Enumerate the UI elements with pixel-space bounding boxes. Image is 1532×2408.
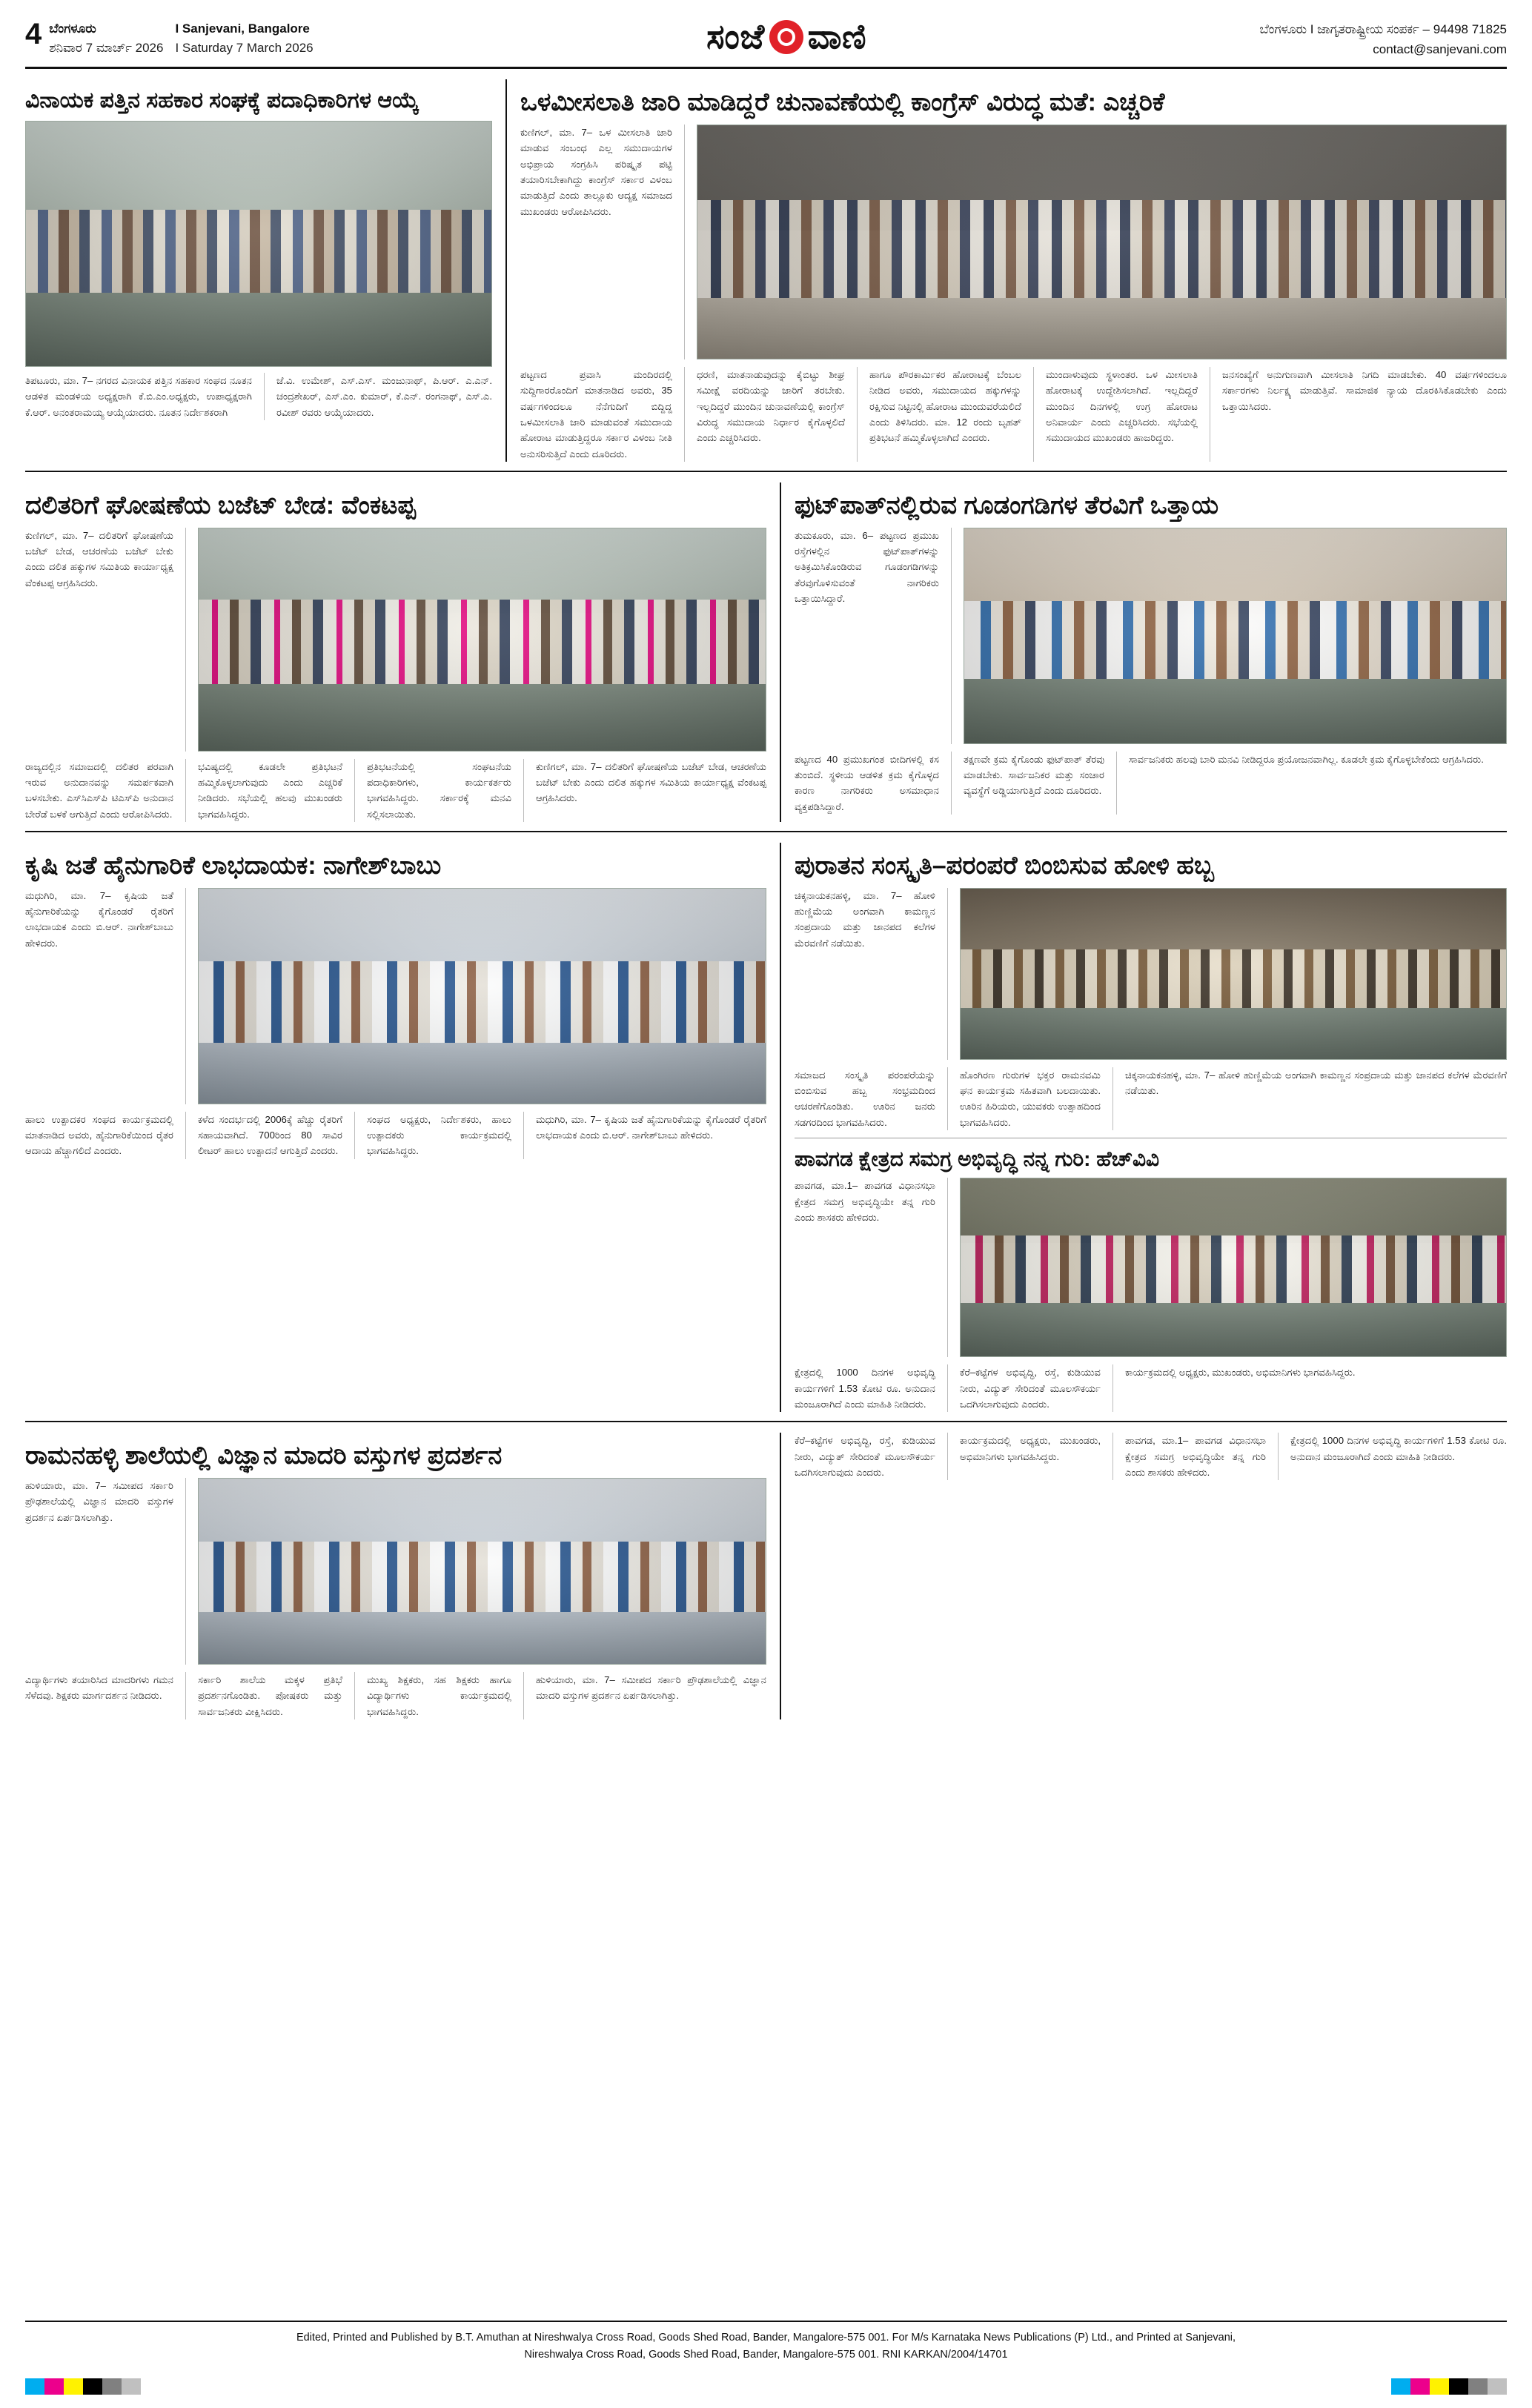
footer-line-2: Nireshwalya Cross Road, Goods Shed Road, Bander, Mangalore-575 001. RNI KARKAN/2004/14701	[524, 2348, 1008, 2361]
dalit-col-1: ಕುಣಿಗಲ್, ಮಾ. 7– ದಲಿತರಿಗೆ ಘೋಷಣೆಯ ಬಜೆಟ್ ಬೇಡ, ಆಚರಣೆಯ ಬಜೆಟ್ ಬೇಕು ಎಂದು ದಲಿತ ಹಕ್ಕುಗಳ ಸಮಿತಿಯ ಕಾರ್ಯಾಧ್ಯಕ್ಷ ವೆಂಕಟಪ್ಪ ಆಗ್ರಹಿಸಿದರು.	[25, 529, 173, 588]
article-photo-krushi	[198, 888, 766, 1104]
dalit-col-4: ಪ್ರತಿಭಟನೆಯಲ್ಲಿ ಸಂಘಟನೆಯ ಪದಾಧಿಕಾರಿಗಳು, ಕಾರ್ಯಕರ್ತರು ಭಾಗವಹಿಸಿದ್ದರು. ಸರ್ಕಾರಕ್ಕೆ ಮನವಿ ಸಲ್ಲಿಸಲಾಯಿತು.	[367, 760, 511, 820]
krushi-col-2: ಹಾಲು ಉತ್ಪಾದಕರ ಸಂಘದ ಕಾರ್ಯಕ್ರಮದಲ್ಲಿ ಮಾತನಾಡಿದ ಅವರು, ಹೈನುಗಾರಿಕೆಯಿಂದ ರೈತರ ಆದಾಯ ಹೆಚ್ಚಾಗಲಿದೆ ಎಂದರು.	[25, 1113, 173, 1157]
edition-date-kn: ಶನಿವಾರ 7 ಮಾರ್ಚ್ 2026	[49, 41, 164, 56]
purathana-col-3: ಹೊಂಗಿರಣ ಗುರುಗಳ ಭಕ್ತರ ರಾಮನವಮಿ ಘನ ಕಾರ್ಯಕ್ರಮ ಸಹಿತವಾಗಿ ಬಲದಾಯಿತು. ಊರಿನ ಹಿರಿಯರು, ಯುವಕರು ಉತ್ಸಾಹದಿಂದ ಭಾಗವಹಿಸಿದರು.	[960, 1069, 1101, 1128]
krushi-col-1: ಮಧುಗಿರಿ, ಮಾ. 7– ಕೃಷಿಯ ಜತೆ ಹೈನುಗಾರಿಕೆಯನ್ನು ಕೈಗೊಂಡರೆ ರೈತರಿಗೆ ಲಾಭದಾಯಕ ಎಂದು ಬಿ.ಆರ್. ನಾಗೇಶ್‌ಬಾಬು ಹೇಳಿದರು.	[25, 889, 173, 949]
article-photo-purathana	[960, 888, 1507, 1060]
article-krushi	[25, 843, 766, 1412]
color-registration-bar-right	[1391, 2378, 1507, 2395]
headline-ramanahalli: ರಾಮನಹಳ್ಳಿ ಶಾಲೆಯಲ್ಲಿ ವಿಜ್ಞಾನ ಮಾದರಿ ವಸ್ತುಗಳ ಪ್ರದರ್ಶನ	[25, 1442, 503, 1470]
color-swatch-5	[122, 2378, 141, 2395]
krushi-col-5: ಮಧುಗಿರಿ, ಮಾ. 7– ಕೃಷಿಯ ಜತೆ ಹೈನುಗಾರಿಕೆಯನ್ನು ಕೈಗೊಂಡರೆ ರೈತರಿಗೆ ಲಾಭದಾಯಕ ಎಂದು ಬಿ.ಆರ್. ನಾಗೇಶ್‌ಬಾಬು ಹೇಳಿದರು.	[536, 1113, 766, 1141]
row-bottom	[25, 1433, 1507, 1719]
article-pavagada	[795, 1146, 1507, 1412]
color-swatch-4	[1468, 2378, 1488, 2395]
logo-text-left: ಸಂಜೆ	[706, 17, 765, 56]
masthead-right	[1260, 19, 1507, 59]
ramanahalli-col-1: ಹುಳಿಯಾರು, ಮಾ. 7– ಸಮೀಪದ ಸರ್ಕಾರಿ ಪ್ರೌಢಶಾಲೆಯಲ್ಲಿ ವಿಜ್ಞಾನ ಮಾದರಿ ವಸ್ತುಗಳ ಪ್ರದರ್ಶನ ಏರ್ಪಡಿಸಲಾಗಿತ್ತು.	[25, 1479, 173, 1523]
article-photo-olamisalathi	[697, 125, 1507, 359]
masthead	[25, 19, 1507, 69]
color-swatch-2	[64, 2378, 83, 2395]
purathana-col-4: ಚಿಕ್ಕನಾಯಕನಹಳ್ಳಿ, ಮಾ. 7– ಹೋಳಿ ಹುಣ್ಣಿಮೆಯ ಅಂಗವಾಗಿ ಕಾಮಣ್ಣನ ಸಂಪ್ರದಾಯ ಮತ್ತು ಜಾನಪದ ಕಲೆಗಳ ಮೆರವಣಿಗೆ ನಡೆಯಿತು.	[1125, 1069, 1507, 1096]
ramanahalli-col-4: ಮುಖ್ಯ ಶಿಕ್ಷಕರು, ಸಹ ಶಿಕ್ಷಕರು ಹಾಗೂ ವಿದ್ಯಾರ್ಥಿಗಳು ಕಾರ್ಯಕ್ರಮದಲ್ಲಿ ಭಾಗವಹಿಸಿದ್ದರು.	[367, 1674, 511, 1717]
footpath-col-2: ಪಟ್ಟಣದ 40 ಪ್ರಮುಖಗಂತ ಬೀದಿಗಳಲ್ಲಿ ಕಸ ತುಂಬಿದೆ. ಸ್ಥಳೀಯ ಆಡಳಿತ ಕ್ರಮ ಕೈಗೊಳ್ಳದ ಕಾರಣ ನಾಗರಿಕರು ಅಸಮಾಧಾನ ವ್ಯಕ್ತಪಡಿಸಿದ್ದಾರೆ.	[795, 753, 939, 812]
headline-vinayaka: ವಿನಾಯಕ ಪತ್ತಿನ ಸಹಕಾರ ಸಂಘಕ್ಕೆ ಪದಾಧಿಕಾರಿಗಳ ಆಯ್ಕೆ	[25, 88, 420, 113]
logo-mark-icon	[769, 20, 803, 54]
dalit-col-3: ಭವಿಷ್ಯದಲ್ಲಿ ಕೂಡಲೇ ಪ್ರತಿಭಟನೆ ಹಮ್ಮಿಕೊಳ್ಳಲಾಗುವುದು ಎಂದು ಎಚ್ಚರಿಕೆ ನೀಡಿದರು. ಸಭೆಯಲ್ಲಿ ಹಲವು ಮುಖಂಡರು ಭಾಗವಹಿಸಿದ್ದರು.	[198, 760, 342, 820]
contact-line-2: contact@sanjevani.com	[1373, 42, 1507, 57]
color-swatch-3	[1449, 2378, 1468, 2395]
row-third	[25, 843, 1507, 1412]
pavagada-col-4: ಕಾರ್ಯಕ್ರಮದಲ್ಲಿ ಅಧ್ಯಕ್ಷರು, ಮುಖಂಡರು, ಅಭಿಮಾನಿಗಳು ಭಾಗವಹಿಸಿದ್ದರು.	[1125, 1367, 1356, 1379]
page-number: 4	[25, 18, 42, 50]
purathana-col-2: ಸಮಾಜದ ಸಂಸ್ಕೃತಿ ಪರಂಪರೆಯನ್ನು ಬಿಂಬಿಸುವ ಹಬ್ಬ ಸಂಭ್ರಮದಿಂದ ಆಚರಣೆಗೊಂಡಿತು. ಊರಿನ ಜನರು ಸಡಗರದಿಂದ ಭಾಗವಹಿಸಿದರು.	[795, 1069, 935, 1128]
masthead-left	[25, 19, 314, 59]
headline-krushi: ಕೃಷಿ ಜತೆ ಹೈನುಗಾರಿಕೆ ಲಾಭದಾಯಕ: ನಾಗೇಶ್‌ಬಾಬು	[25, 852, 442, 880]
edition-date-en: I Saturday 7 March 2026	[175, 41, 314, 56]
krushi-col-4: ಸಂಘದ ಅಧ್ಯಕ್ಷರು, ನಿರ್ದೇಶಕರು, ಹಾಲು ಉತ್ಪಾದಕರು ಕಾರ್ಯಕ್ರಮದಲ್ಲಿ ಭಾಗವಹಿಸಿದ್ದರು.	[367, 1113, 511, 1157]
olami-col-1: ಕುಣಿಗಲ್, ಮಾ. 7– ಒಳ ಮೀಸಲಾತಿ ಜಾರಿ ಮಾಡುವ ಸಂಬಂಧ ಎಲ್ಲ ಸಮುದಾಯಗಳ ಅಭಿಪ್ರಾಯ ಸಂಗ್ರಹಿಸಿ ಪರಿಷ್ಕೃತ ಪಟ್ಟಿ ತಯಾರಿಸಬೇಕಾಗಿದ್ದು ಕಾಂಗ್ರೆಸ್ ಸರ್ಕಾರ ವಿಳಂಬ ಮಾಡುತ್ತಿದೆ ಎಂದು ತಾಲ್ಲೂಕು ಆದ್ಯಕ್ಷ ಸಮಾಜದ ಮುಖಂಡರು ಆರೋಪಿಸಿದರು.	[520, 126, 672, 217]
pavagada-col-3: ಕೆರೆ–ಕಟ್ಟೆಗಳ ಅಭಿವೃದ್ಧಿ, ರಸ್ತೆ, ಕುಡಿಯುವ ನೀರು, ವಿದ್ಯುತ್ ಸೇರಿದಂತೆ ಮೂಲಸೌಕರ್ಯ ಒದಗಿಸಲಾಗುವುದು ಎಂದರು.	[960, 1367, 1101, 1410]
headline-olamisalathi: ಒಳಮೀಸಲಾತಿ ಜಾರಿ ಮಾಡಿದ್ದರೆ ಚುನಾವಣೆಯಲ್ಲಿ ಕಾಂಗ್ರೆಸ್ ವಿರುದ್ಧ ಮತೆ: ಎಚ್ಚರಿಕೆ	[520, 88, 1165, 117]
article-purathana	[795, 843, 1507, 1412]
ramanahalli-col-3: ಸರ್ಕಾರಿ ಶಾಲೆಯ ಮಕ್ಕಳ ಪ್ರತಿಭೆ ಪ್ರದರ್ಶನಗೊಂಡಿತು. ಪೋಷಕರು ಮತ್ತು ಸಾರ್ವಜನಿಕರು ವೀಕ್ಷಿಸಿದರು.	[198, 1674, 342, 1717]
olami-col-6: ಜನಸಂಖ್ಯೆಗೆ ಅನುಗುಣವಾಗಿ ಮೀಸಲಾತಿ ನಿಗದಿ ಮಾಡಬೇಕು. 40 ವರ್ಷಗಳಿಂದಲೂ ಸರ್ಕಾರಗಳು ನಿರ್ಲಕ್ಷ್ಯ ಮಾಡುತ್ತಿವೆ. ಸಾಮಾಜಿಕ ನ್ಯಾಯ ದೊರಕಿಸಿಕೊಡಬೇಕು ಎಂದು ಒತ್ತಾಯಿಸಿದರು.	[1222, 368, 1507, 412]
article-photo-footpath	[964, 528, 1507, 744]
color-swatch-0	[25, 2378, 44, 2395]
purathana-col-1: ಚಿಕ್ಕನಾಯಕನಹಳ್ಳಿ, ಮಾ. 7– ಹೋಳಿ ಹುಣ್ಣಿಮೆಯ ಅಂಗವಾಗಿ ಕಾಮಣ್ಣನ ಸಂಪ್ರದಾಯ ಮತ್ತು ಜಾನಪದ ಕಲೆಗಳ ಮೆರವಣಿಗೆ ನಡೆಯಿತು.	[795, 889, 935, 949]
edition-city-en: I Sanjevani, Bangalore	[175, 21, 310, 36]
row-top	[25, 79, 1507, 462]
divider-1	[25, 471, 1507, 472]
krushi-col-3: ಕಳೆದ ಸಂದರ್ಭದಲ್ಲಿ 2006ಕ್ಕೆ ಹೆಚ್ಚು ರೈತರಿಗೆ ಸಹಾಯವಾಗಿದೆ. 700ರಿಂದ 80 ಸಾವಿರ ಲೀಟರ್ ಹಾಲು ಉತ್ಪಾದನೆ ಆಗುತ್ತಿದೆ ಎಂದರು.	[198, 1113, 342, 1157]
ramanahalli-col-5: ಹುಳಿಯಾರು, ಮಾ. 7– ಸಮೀಪದ ಸರ್ಕಾರಿ ಪ್ರೌಢಶಾಲೆಯಲ್ಲಿ ವಿಜ್ಞಾನ ಮಾದರಿ ವಸ್ತುಗಳ ಪ್ರದರ್ಶನ ಏರ್ಪಡಿಸಲಾಗಿತ್ತು.	[536, 1674, 766, 1702]
pavagada-overflow-col-1: ಕೆರೆ–ಕಟ್ಟೆಗಳ ಅಭಿವೃದ್ಧಿ, ರಸ್ತೆ, ಕುಡಿಯುವ ನೀರು, ವಿದ್ಯುತ್ ಸೇರಿದಂತೆ ಮೂಲಸೌಕರ್ಯ ಒದಗಿಸಲಾಗುವುದು ಎಂದರು.	[795, 1435, 935, 1478]
color-swatch-2	[1430, 2378, 1449, 2395]
article-photo-ramanahalli	[198, 1478, 766, 1665]
article-photo-pavagada	[960, 1178, 1507, 1357]
article-olamisalathi	[520, 79, 1507, 462]
headline-pavagada: ಪಾವಗಡ ಕ್ಷೇತ್ರದ ಸಮಗ್ರ ಅಭಿವೃದ್ಧಿ ನನ್ನ ಗುರಿ: ಹೆಚ್‌ವಿವಿ	[795, 1147, 1160, 1171]
color-swatch-5	[1488, 2378, 1507, 2395]
pavagada-col-1: ಪಾವಗಡ, ಮಾ.1– ಪಾವಗಡ ವಿಧಾನಸಭಾ ಕ್ಷೇತ್ರದ ಸಮಗ್ರ ಅಭಿವೃದ್ಧಿಯೇ ತನ್ನ ಗುರಿ ಎಂದು ಶಾಸಕರು ಹೇಳಿದರು.	[795, 1180, 935, 1223]
color-registration-bar-left	[25, 2378, 141, 2395]
dalit-col-5: ಕುಣಿಗಲ್, ಮಾ. 7– ದಲಿತರಿಗೆ ಘೋಷಣೆಯ ಬಜೆಟ್ ಬೇಡ, ಆಚರಣೆಯ ಬಜೆಟ್ ಬೇಕು ಎಂದು ದಲಿತ ಹಕ್ಕುಗಳ ಸಮಿತಿಯ ಕಾರ್ಯಾಧ್ಯಕ್ಷ ವೆಂಕಟಪ್ಪ ಆಗ್ರಹಿಸಿದರು.	[536, 760, 766, 804]
article-photo-vinayaka	[25, 121, 492, 367]
article-footpath	[795, 482, 1507, 822]
footpath-col-4: ಸಾರ್ವಜನಿಕರು ಹಲವು ಬಾರಿ ಮನವಿ ನೀಡಿದ್ದರೂ ಪ್ರಯೋಜನವಾಗಿಲ್ಲ. ಕೂಡಲೇ ಕ್ರಮ ಕೈಗೊಳ್ಳಬೇಕೆಂದು ಆಗ್ರಹಿಸಿದರು.	[1129, 753, 1484, 765]
divider-2	[25, 831, 1507, 832]
footpath-col-1: ತುಮಕೂರು, ಮಾ. 6– ಪಟ್ಟಣದ ಪ್ರಮುಖ ರಸ್ತೆಗಳಲ್ಲಿನ ಫುಟ್‌ಪಾತ್‌ಗಳನ್ನು ಅತಿಕ್ರಮಿಸಿಕೊಂಡಿರುವ ಗೂಡಂಗಡಿಗಳನ್ನು ತೆರವುಗೊಳಿಸುವಂತೆ ನಾಗರಿಕರು ಒತ್ತಾಯಿಸಿದ್ದಾರೆ.	[795, 529, 939, 605]
vinayaka-col-2: ಜೆ.ವಿ. ಉಮೇಶ್, ಎಸ್.ಎಸ್. ಮಂಜುನಾಥ್, ಪಿ.ಆರ್. ಎ.ಎನ್. ಚಂದ್ರಶೇಖರ್, ಎಸ್.ಎಂ. ಕುಮಾರ್, ಕೆ.ಎನ್. ರಂಗನಾಥ್, ಎಸ್.ಎ. ರವೀಶ್ ರವರು ಆಯ್ಕೆಯಾದರು.	[276, 374, 493, 418]
color-swatch-4	[102, 2378, 122, 2395]
headline-purathana: ಪುರಾತನ ಸಂಸ್ಕೃತಿ–ಪರಂಪರೆ ಬಿಂಬಿಸುವ ಹೋಳಿ ಹಬ್ಬ	[795, 852, 1214, 880]
article-dalitarige	[25, 482, 766, 822]
pavagada-col-2: ಕ್ಷೇತ್ರದಲ್ಲಿ 1000 ದಿನಗಳ ಅಭಿವೃದ್ಧಿ ಕಾರ್ಯಗಳಿಗೆ 1.53 ಕೋಟಿ ರೂ. ಅನುದಾನ ಮಂಜೂರಾಗಿದೆ ಎಂದು ಮಾಹಿತಿ ನೀಡಿದರು.	[795, 1367, 935, 1410]
article-ramanahalli	[25, 1433, 766, 1719]
pavagada-overflow-col-3: ಪಾವಗಡ, ಮಾ.1– ಪಾವಗಡ ವಿಧಾನಸಭಾ ಕ್ಷೇತ್ರದ ಸಮಗ್ರ ಅಭಿವೃದ್ಧಿಯೇ ತನ್ನ ಗುರಿ ಎಂದು ಶಾಸಕರು ಹೇಳಿದರು.	[1125, 1435, 1266, 1478]
olami-col-4: ಹಾಗೂ ಪೌರಕಾರ್ಮಿಕರ ಹೋರಾಟಕ್ಕೆ ಬೆಂಬಲ ನೀಡಿದ ಅವರು, ಸಮುದಾಯದ ಹಕ್ಕುಗಳನ್ನು ರಕ್ಷಿಸುವ ನಿಟ್ಟಿನಲ್ಲಿ ಹೋರಾಟ ಮುಂದುವರೆಯಲಿದೆ ಎಂದು ತಿಳಿಸಿದರು. ಮಾ. 12 ರಂದು ಬೃಹತ್ ಪ್ರತಿಭಟನೆ ಹಮ್ಮಿಕೊಳ್ಳಲಾಗಿದೆ ಎಂದರು.	[869, 368, 1021, 444]
vinayaka-col-1: ತಿಪಟೂರು, ಮಾ. 7– ನಗರದ ವಿನಾಯಕ ಪತ್ತಿನ ಸಹಕಾರ ಸಂಘದ ನೂತನ ಆಡಳಿತ ಮಂಡಳಿಯ ಅಧ್ಯಕ್ಷರಾಗಿ ಕೆ.ಬಿ.ಎಂ.ಅಧ್ಯಕ್ಷರು, ಉಪಾಧ್ಯಕ್ಷರಾಗಿ ಕೆ.ಆರ್. ಅನಂತರಾಮಯ್ಯ ಆಯ್ಕೆಯಾದರು. ನೂತನ ನಿರ್ದೇಶಕರಾಗಿ	[25, 374, 252, 418]
article-vinayaka	[25, 79, 492, 462]
pavagada-overflow-col-2: ಕಾರ್ಯಕ್ರಮದಲ್ಲಿ ಅಧ್ಯಕ್ಷರು, ಮುಖಂಡರು, ಅಭಿಮಾನಿಗಳು ಭಾಗವಹಿಸಿದ್ದರು.	[960, 1435, 1101, 1462]
contact-line-1: ಬೆಂಗಳೂರು I ಜಾಗೃತರಾಷ್ಟ್ರೀಯ ಸಂಪರ್ಕ – 94498 71825	[1259, 22, 1507, 36]
footpath-col-3: ತಕ್ಷಣವೇ ಕ್ರಮ ಕೈಗೊಂಡು ಫುಟ್‌ಪಾತ್ ತೆರವು ಮಾಡಬೇಕು. ಸಾರ್ವಜನಿಕರ ಮತ್ತು ಸಂಚಾರ ವ್ಯವಸ್ಥೆಗೆ ಅಡ್ಡಿಯಾಗುತ್ತಿದೆ ಎಂದು ದೂರಿದರು.	[964, 753, 1104, 797]
masthead-logo	[706, 16, 866, 58]
headline-dalitarige: ದಲಿತರಿಗೆ ಘೋಷಣೆಯ ಬಜೆಟ್ ಬೇಡ: ವೆಂಕಟಪ್ಪ	[25, 491, 416, 520]
dalit-col-2: ರಾಜ್ಯದಲ್ಲಿನ ಸಮಾಜದಲ್ಲಿ ದಲಿತರ ಪರವಾಗಿ ಇರುವ ಅನುದಾನವನ್ನು ಸಮರ್ಪಕವಾಗಿ ಬಳಸಬೇಕು. ಎಸ್‌ಸಿಎಸ್‌ಪಿ ಟಿಎಸ್‌ಪಿ ಅನುದಾನ ಬೇರೆಡೆ ಬಳಕೆ ಆಗುತ್ತಿದೆ ಎಂದು ಆರೋಪಿಸಿದರು.	[25, 760, 173, 820]
page-footer	[25, 2321, 1507, 2364]
logo-text-right: ವಾಣಿ	[807, 17, 867, 56]
olami-col-3: ಧರಣಿ, ಮಾತನಾಡುವುದನ್ನು ಕೈಬಿಟ್ಟು ಶೀಘ್ರ ಸಮೀಕ್ಷೆ ವರದಿಯನ್ನು ಜಾರಿಗೆ ತರಬೇಕು. ಇಲ್ಲದಿದ್ದರೆ ಮುಂದಿನ ಚುನಾವಣೆಯಲ್ಲಿ ಕಾಂಗ್ರೆಸ್ ವಿರುದ್ಧ ಸಮುದಾಯ ನಿರ್ಧಾರ ಕೈಗೊಳ್ಳಲಿದೆ ಎಂದು ಎಚ್ಚರಿಸಿದರು.	[697, 368, 845, 444]
row-middle	[25, 482, 1507, 822]
footer-line-1: Edited, Printed and Published by B.T. Amuthan at Nireshwalya Cross Road, Goods Shed Road, Bander, Mangalore-575 001. For M/s Karnataka News Publications (P) Ltd., and Printed at Sanjevani,	[296, 2331, 1236, 2344]
pavagada-overflow-col-4: ಕ್ಷೇತ್ರದಲ್ಲಿ 1000 ದಿನಗಳ ಅಭಿವೃದ್ಧಿ ಕಾರ್ಯಗಳಿಗೆ 1.53 ಕೋಟಿ ರೂ. ಅನುದಾನ ಮಂಜೂರಾಗಿದೆ ಎಂದು ಮಾಹಿತಿ ನೀಡಿದರು.	[1290, 1435, 1507, 1462]
ramanahalli-col-2: ವಿದ್ಯಾರ್ಥಿಗಳು ತಯಾರಿಸಿದ ಮಾದರಿಗಳು ಗಮನ ಸೆಳೆದವು. ಶಿಕ್ಷಕರು ಮಾರ್ಗದರ್ಶನ ನೀಡಿದರು.	[25, 1674, 173, 1702]
divider-3	[25, 1421, 1507, 1422]
color-swatch-1	[44, 2378, 64, 2395]
color-swatch-1	[1410, 2378, 1430, 2395]
headline-footpath: ಫುಟ್‌ಪಾತ್‌ನಲ್ಲಿರುವ ಗೂಡಂಗಡಿಗಳ ತೆರವಿಗೆ ಒತ್ತಾಯ	[795, 491, 1219, 520]
article-photo-dalitarige	[198, 528, 766, 752]
edition-city: ಬೆಂಗಳೂರು	[49, 21, 96, 36]
olami-col-5: ಮುಂದಾಳುವುದು ಸ್ಥಳಾಂತರ. ಒಳ ಮೀಸಲಾತಿ ಹೋರಾಟಕ್ಕೆ ಉದ್ದೇಶಿಸಲಾಗಿದೆ. ಇಲ್ಲದಿದ್ದರೆ ಮುಂದಿನ ದಿನಗಳಲ್ಲಿ ಉಗ್ರ ಹೋರಾಟ ಅನಿವಾರ್ಯ ಎಂದು ಎಚ್ಚರಿಸಿದರು. ಸಭೆಯಲ್ಲಿ ಸಮುದಾಯದ ಮುಖಂಡರು ಹಾಜರಿದ್ದರು.	[1046, 368, 1198, 444]
color-swatch-0	[1391, 2378, 1410, 2395]
color-swatch-3	[83, 2378, 102, 2395]
olami-col-2: ಪಟ್ಟಣದ ಪ್ರವಾಸಿ ಮಂದಿರದಲ್ಲಿ ಸುದ್ದಿಗಾರರೊಂದಿಗೆ ಮಾತನಾಡಿದ ಅವರು, 35 ವರ್ಷಗಳಿಂದಲೂ ನೆನೆಗುದಿಗೆ ಬಿದ್ದಿದ್ದ ಒಳಮೀಸಲಾತಿ ಜಾರಿ ಮಾಡುವಂತೆ ಸಮುದಾಯ ಹೋರಾಟ ಮಾಡುತ್ತಿದ್ದರೂ ಸರ್ಕಾರ ವಿಳಂಬ ನೀತಿ ಅನುಸರಿಸುತ್ತಿದೆ ಎಂದು ದೂರಿದರು.	[520, 368, 672, 460]
pavagada-overflow	[795, 1433, 1507, 1719]
